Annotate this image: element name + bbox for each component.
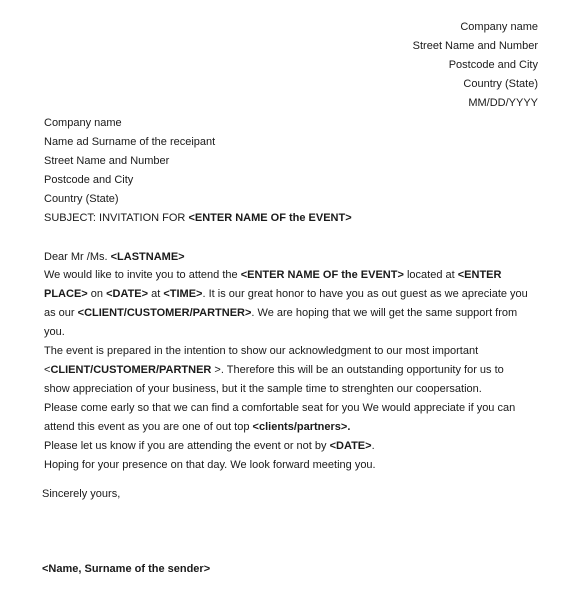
recipient-street: Street Name and Number (44, 155, 170, 167)
event-name-placeholder: <ENTER NAME OF the EVENT> (240, 269, 404, 281)
body-text: < (44, 364, 51, 376)
sender-country: Country (State) (463, 78, 538, 90)
place-placeholder-start: <ENTER (457, 269, 502, 281)
sender-company: Company name (460, 21, 538, 33)
letter-body (44, 266, 544, 475)
body-text: . We are hoping that we will get the same support from (251, 307, 518, 319)
body-text: . (371, 440, 375, 452)
subject-line (44, 209, 352, 228)
clients-partners-placeholder: <clients/partners>. (252, 421, 351, 433)
sender-address-block (413, 18, 538, 113)
recipient-country: Country (State) (44, 193, 119, 205)
closing-line: Sincerely yours, (42, 488, 121, 500)
date-placeholder: <DATE> (329, 440, 372, 452)
sender-signature-placeholder: <Name, Surname of the sender> (42, 563, 211, 575)
body-line-7: show appreciation of your business, but it the sample time to strenghten our coopersation. (44, 383, 482, 395)
subject-event-placeholder: <ENTER NAME OF the EVENT> (188, 212, 352, 224)
greeting-line (44, 248, 185, 267)
recipient-postcode-city: Postcode and City (44, 174, 134, 186)
body-line-1 (44, 266, 544, 285)
recipient-name: Name ad Surname of the receipant (44, 136, 216, 148)
body-text: as our (44, 307, 78, 319)
body-text: located at (403, 269, 458, 281)
place-placeholder-end: PLACE> (44, 288, 88, 300)
sender-street: Street Name and Number (412, 40, 538, 52)
body-line-6 (44, 361, 544, 380)
body-text: >. Therefore this will be an outstanding opportunity for us to (211, 364, 504, 376)
sender-postcode-city: Postcode and City (448, 59, 538, 71)
client-placeholder: <CLIENT/CUSTOMER/PARTNER> (77, 307, 252, 319)
subject-prefix: SUBJECT: INVITATION FOR (44, 212, 189, 224)
body-text: on (87, 288, 107, 300)
body-line-9 (44, 418, 544, 437)
body-line-10 (44, 437, 544, 456)
body-text: attend this event as you are one of out top (44, 421, 253, 433)
date-placeholder: <DATE> (106, 288, 149, 300)
body-text: . It is our great honor to have you as out guest as we apreciate you (202, 288, 528, 300)
greeting-prefix: Dear Mr /Ms. (44, 251, 111, 263)
time-placeholder: <TIME> (163, 288, 203, 300)
body-text: at (148, 288, 164, 300)
body-line-2 (44, 285, 544, 304)
recipient-address-block (44, 114, 352, 228)
body-line-3 (44, 304, 544, 323)
recipient-company: Company name (44, 117, 122, 129)
body-line-5: The event is prepared in the intention to show our acknowledgment to our most important (44, 345, 479, 357)
lastname-placeholder: <LASTNAME> (110, 251, 185, 263)
body-line-8: Please come early so that we can find a comfortable seat for you We would appreciate if you can (44, 402, 516, 414)
body-line-11: Hoping for your presence on that day. We look forward meeting you. (44, 459, 376, 471)
body-text: Please let us know if you are attending the event or not by (44, 440, 330, 452)
client-placeholder: CLIENT/CUSTOMER/PARTNER (50, 364, 212, 376)
letter-date: MM/DD/YYYY (468, 97, 538, 109)
body-text: We would like to invite you to attend the (44, 269, 241, 281)
body-line-4: you. (44, 326, 65, 338)
